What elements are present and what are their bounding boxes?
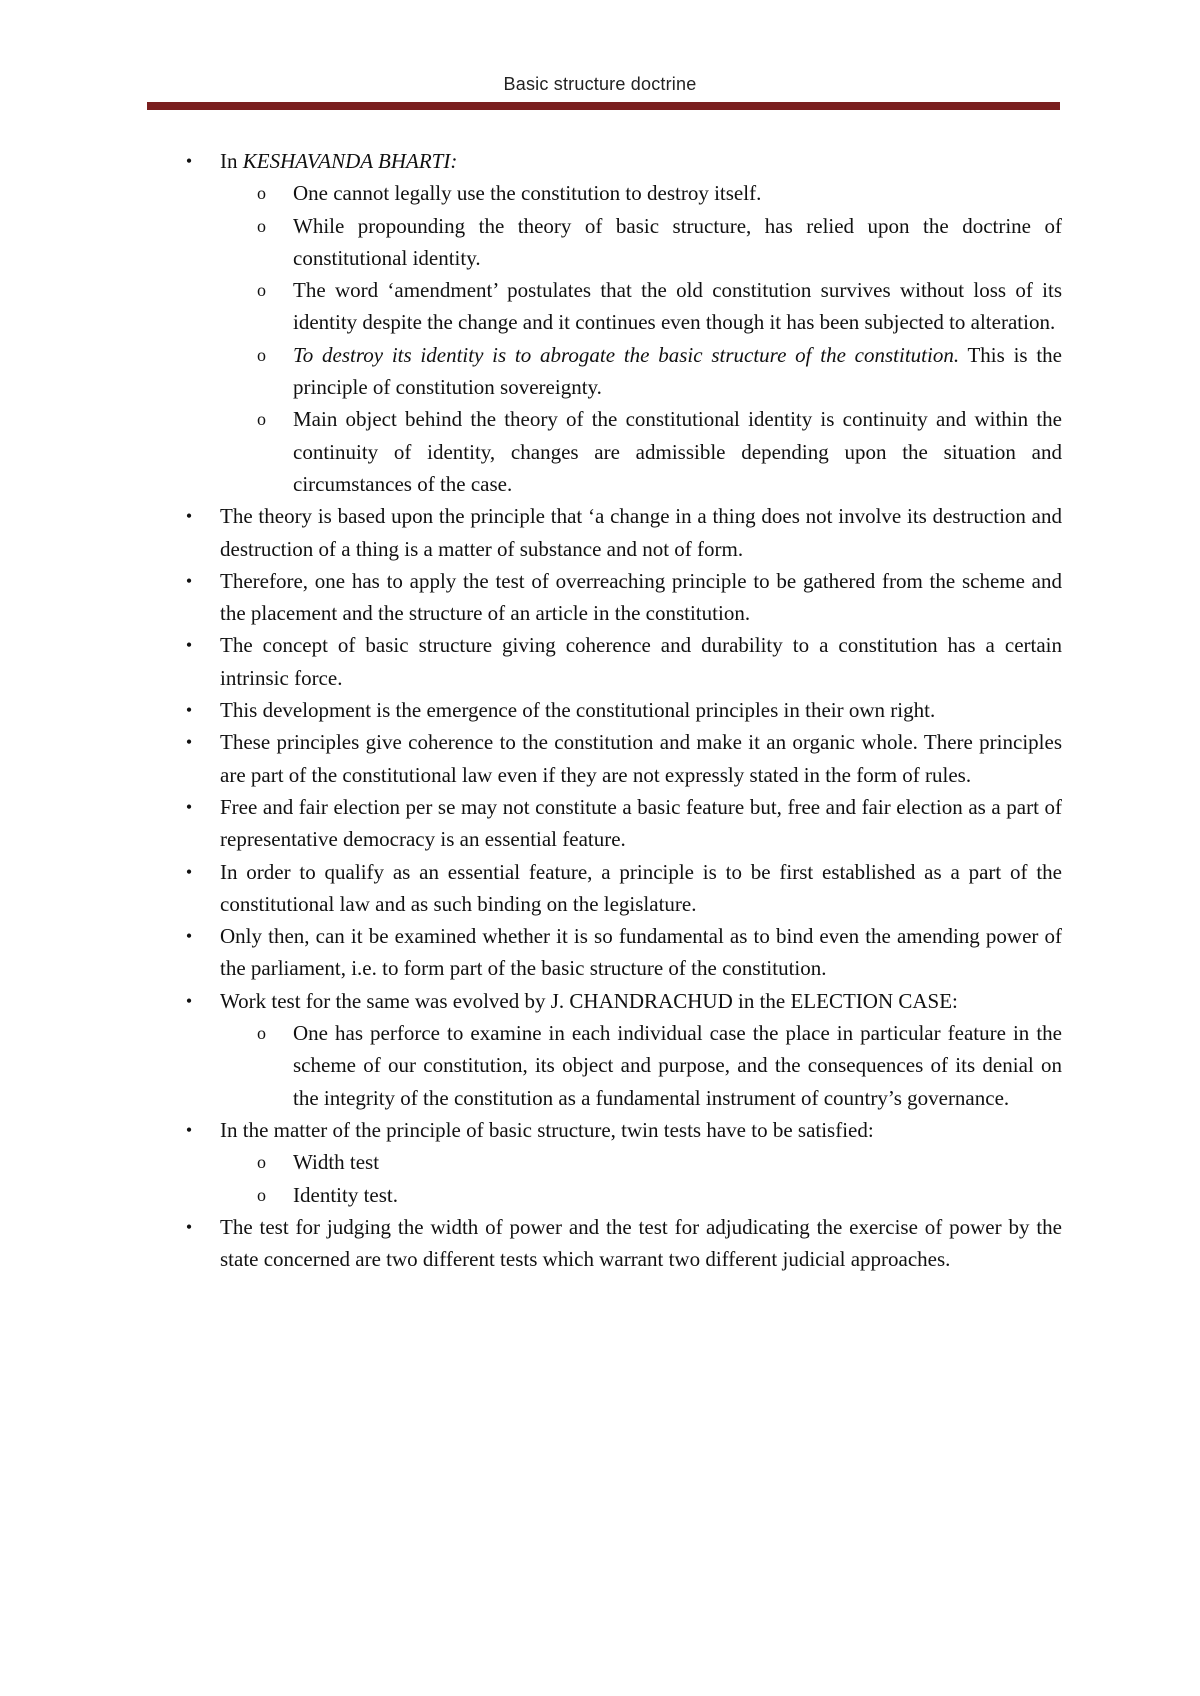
sub-list-item xyxy=(220,177,1062,209)
sub-bullet-list xyxy=(220,1017,1062,1114)
list-item-text: Free and fair election per se may not constitute a basic feature but, free and fair election as a part of representative democracy is an essential feature. xyxy=(220,794,1062,852)
list-item xyxy=(0,791,1200,856)
list-item xyxy=(0,726,1200,791)
sub-list-item-text: The word ‘amendment’ postulates that the old constitution survives without loss of its identity despite the change and it continues even though it has been subjected to alteration. xyxy=(293,278,1062,335)
bullet-icon: • xyxy=(185,861,193,882)
bullet-icon: • xyxy=(185,1216,193,1237)
list-item xyxy=(0,500,1200,565)
bullet-icon: • xyxy=(185,926,193,947)
sub-bullet-icon: o xyxy=(257,183,266,204)
list-item xyxy=(0,856,1200,921)
sub-bullet-icon: o xyxy=(257,1023,266,1044)
header-divider xyxy=(147,102,1060,110)
sub-list-item-text: This is the principle of constitution sovereignty. xyxy=(293,342,1062,400)
sub-list-item xyxy=(220,1017,1062,1114)
bullet-icon: • xyxy=(185,1119,193,1140)
sub-list-item xyxy=(220,1179,1062,1211)
sub-list-item-text: One has perforce to examine in each individual case the place in particular feature in the scheme of our constitution, its object and purpose, and the consequences of its denial on the integrity of the constitution as a fundamental instrument of country’s governance. xyxy=(293,1021,1062,1110)
list-item xyxy=(0,145,1200,500)
sub-bullet-icon: o xyxy=(257,1184,266,1205)
document-body xyxy=(0,145,1200,1275)
bullet-icon: • xyxy=(185,796,193,817)
sub-list-item xyxy=(220,339,1062,404)
sub-list-item-text: Width test xyxy=(293,1150,380,1175)
sub-list-item xyxy=(220,274,1062,339)
list-item-lead: In xyxy=(220,149,243,173)
bullet-icon: • xyxy=(185,506,193,527)
sub-list-item-text: While propounding the theory of basic structure, has relied upon the doctrine of constitutional identity. xyxy=(293,213,1062,270)
bullet-icon: • xyxy=(185,151,193,171)
sub-list-item-italic-text: To destroy its identity is to abrogate the basic structure of the constitution. xyxy=(293,342,960,367)
list-item-text: Only then, can it be examined whether it is so fundamental as to bind even the amending power of the parliament, i.e. to form part of the basic structure of the constitution. xyxy=(220,924,1062,981)
main-bullet-list xyxy=(0,145,1200,1275)
sub-bullet-list xyxy=(220,177,1062,500)
list-item xyxy=(0,1211,1200,1276)
bullet-icon: • xyxy=(185,635,193,656)
bullet-icon: • xyxy=(185,990,193,1011)
sub-bullet-icon: o xyxy=(257,344,266,365)
list-item xyxy=(0,1114,1200,1211)
list-item xyxy=(0,629,1200,694)
page-header-title: Basic structure doctrine xyxy=(503,74,697,94)
sub-list-item-text: One cannot legally use the constitution to destroy itself. xyxy=(293,181,762,206)
list-item xyxy=(0,985,1200,1114)
list-item-text: In order to qualify as an essential feature, a principle is to be first established as a part of the constitutional law and as such binding on the legislature. xyxy=(220,859,1062,916)
sub-list-item xyxy=(220,1146,1062,1178)
list-item-text: The concept of basic structure giving coherence and durability to a constitution has a certain intrinsic force. xyxy=(220,633,1062,690)
case-name: KESHAVANDA BHARTI: xyxy=(242,149,458,173)
list-item-text: Therefore, one has to apply the test of overreaching principle to be gathered from the scheme and the placement and the structure of an article in the constitution. xyxy=(220,568,1062,626)
list-item xyxy=(0,920,1200,985)
list-item-text: The test for judging the width of power and the test for adjudicating the exercise of power by the state concerned are two different tests which warrant two different judicial approaches. xyxy=(220,1214,1062,1272)
sub-bullet-icon: o xyxy=(257,409,266,430)
list-item-text: In the matter of the principle of basic structure, twin tests have to be satisfied: xyxy=(220,1117,874,1142)
list-item-text: Work test for the same was evolved by J. CHANDRACHUD in the ELECTION CASE: xyxy=(220,988,958,1013)
sub-list-item xyxy=(220,403,1062,500)
bullet-icon: • xyxy=(185,570,193,591)
sub-list-item xyxy=(220,210,1062,275)
list-item-text: This development is the emergence of the constitutional principles in their own right. xyxy=(220,698,936,723)
sub-bullet-icon: o xyxy=(257,1152,266,1173)
list-item xyxy=(0,565,1200,630)
bullet-icon: • xyxy=(185,700,193,721)
sub-bullet-list xyxy=(220,1146,1062,1211)
list-item-text: The theory is based upon the principle that ‘a change in a thing does not involve its destruction and destruction of a thing is a matter of substance and not of form. xyxy=(220,504,1062,561)
sub-list-item-text: Identity test. xyxy=(293,1182,398,1207)
sub-bullet-icon: o xyxy=(257,280,266,301)
list-item-text: These principles give coherence to the constitution and make it an organic whole. There principles are part of the constitutional law even if they are not expressly stated in the form of rules. xyxy=(220,730,1062,787)
sub-bullet-icon: o xyxy=(257,215,266,236)
bullet-icon: • xyxy=(185,732,193,753)
list-item xyxy=(0,694,1200,726)
sub-list-item-text: Main object behind the theory of the constitutional identity is continuity and within the continuity of identity, changes are admissible depending upon the situation and circumstances of the case. xyxy=(293,407,1062,496)
